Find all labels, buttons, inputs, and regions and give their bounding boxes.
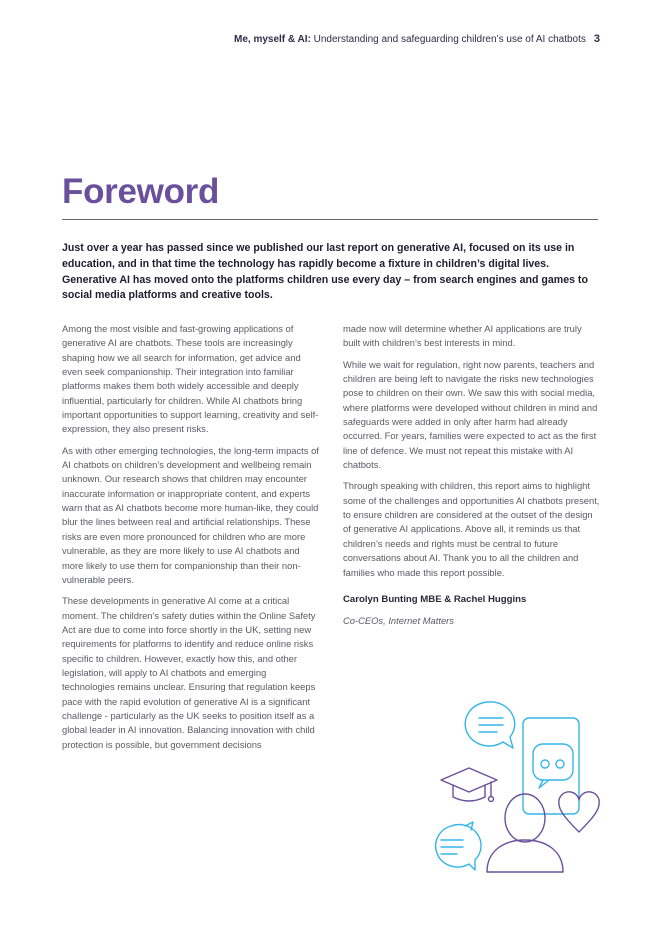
right-column [343, 322, 601, 635]
speech-bubble-icon [436, 822, 481, 870]
speech-bubble-icon [465, 702, 514, 748]
left-column [62, 322, 320, 759]
signature-role: Co-CEOs, Internet Matters [343, 614, 454, 626]
body-paragraph: Through speaking with children, this report aims to highlight some of the challenges and opportunities AI chatbots present, to ensure children are considered at the outset of the design of generative AI applications. Above all, it reminds us that children’s needs and rights must be central to future conversations about AI. Thank you to all the children and families who made this report possible. [343, 480, 600, 578]
body-paragraph: As with other emerging technologies, the long-term impacts of AI chatbots on children’s development and wellbeing remain unknown. Our research shows that children may encounter inaccurate information or inappropriate content, and experts warn that as AI chatbots become more human-like, they could blur the lines between real and artificial relationships. These risks are even more pronounced for children who are more vulnerable, as they are more likely to use AI chatbots and more likely to use them for companionship than their non-vulnerable peers. [62, 444, 319, 585]
person-icon [487, 794, 563, 872]
body-paragraph: made now will determine whether AI applications are truly built with children’s best interests in mind. [343, 323, 582, 349]
lead-paragraph: Just over a year has passed since we published our last report on generative AI, focused on its use in education, and in that time the technology has rapidly become a fixture in children’s digital lives. Generative AI has moved onto the platforms children use every day – from search engines and games to social media platforms and creative tools. [62, 242, 588, 302]
title-divider [62, 219, 598, 220]
chatbot-illustration [425, 700, 605, 880]
page-number: 3 [593, 33, 600, 45]
body-paragraph: While we wait for regulation, right now parents, teachers and children are being left to navigate the risks new technologies pose to children on their own. We saw this with social media, where platforms were developed without children in mind and safeguards were added in only after harm had already occurred. For years, families were expected to act as the first line of defence. We must not repeat this mistake with AI chatbots. [343, 358, 598, 471]
robot-chat-icon [533, 744, 573, 788]
heart-icon [559, 792, 599, 832]
body-paragraph: These developments in generative AI come at a critical moment. The children’s safety duties within the Online Safety Act are due to come into force shortly in the UK, setting new requirements for platforms to identify and reduce online risks specific to children. However, exactly how this, and other legislation, will apply to AI chatbots and emerging technologies remains unclear. Ensuring that regulation keeps pace with the rapid evolution of generative AI is a significant challenge - particularly as the UK seeks to position itself as a global leader in AI innovation. Balancing innovation with child protection is possible, but government decisions [62, 595, 316, 750]
report-title-rest: Understanding and safeguarding children’s use of AI chatbots [310, 34, 586, 45]
graduation-cap-icon [441, 768, 497, 802]
body-paragraph: Among the most visible and fast-growing applications of generative AI are chatbots. These tools are increasingly shaping how we all search for information, get advice and even seek companionship. Their integration into familiar platforms makes them both widely accessible and deeply influential, particularly for children. While AI chatbots bring important opportunities to support learning, creativity and self-expression, they also present risks. [62, 323, 319, 435]
phone-icon [523, 718, 579, 814]
page-title: Foreword [62, 172, 220, 211]
signature-name: Carolyn Bunting MBE & Rachel Huggins [343, 593, 527, 605]
running-header [234, 33, 600, 45]
report-title-bold: Me, myself & AI: [234, 34, 311, 45]
